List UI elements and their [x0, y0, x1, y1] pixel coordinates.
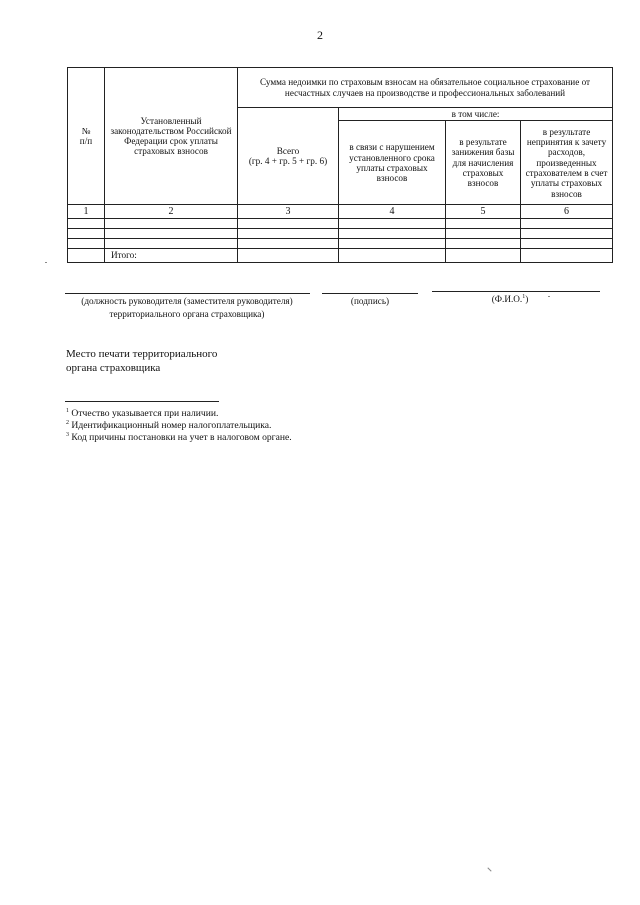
- position-caption: [62, 296, 312, 319]
- fio-caption-close: ): [525, 294, 529, 305]
- footnote-text: Идентификационный номер налогоплательщика.: [71, 420, 272, 432]
- header-violation: [339, 121, 446, 205]
- header-total-text: Всего (гр. 4 + гр. 5 + гр. 6): [248, 145, 328, 167]
- header-sum-group-text: Сумма недоимки по страховым взносам на обязательное социальное страхование от несчастных случаев на производстве и профессиональных заболеваний: [259, 77, 591, 98]
- header-total: [238, 108, 339, 205]
- fio-caption-text: (Ф.И.О.: [491, 294, 523, 305]
- stamp-line2: органа страховщика: [66, 362, 161, 375]
- table-cell: [68, 249, 105, 262]
- footnote-mark: 1: [66, 408, 69, 414]
- fio-footnote-mark: 1: [522, 294, 526, 300]
- arrears-table: [67, 67, 613, 263]
- header-num-text: № п/п: [79, 125, 93, 147]
- table-cell: [238, 229, 339, 239]
- table-cell: [339, 229, 446, 239]
- total-row: [68, 249, 613, 262]
- table-cell: [68, 219, 105, 229]
- column-number: 2: [105, 205, 238, 219]
- header-non-acceptance-text: в результате непринятия к зачету расходов, произведенных страхователем в счет уплаты страховых взносов: [525, 126, 608, 199]
- header-sum-group: [238, 68, 613, 108]
- footnote-text: Отчество указывается при наличии.: [71, 408, 219, 420]
- column-number: 3: [238, 205, 339, 219]
- table-cell: [446, 219, 521, 229]
- footnote: [66, 432, 366, 444]
- table-row: [68, 239, 613, 249]
- column-number: 4: [339, 205, 446, 219]
- table-cell: [521, 239, 613, 249]
- header-including-text: в том числе:: [451, 109, 500, 119]
- footnote-separator: [65, 401, 219, 402]
- column-number: 1: [68, 205, 105, 219]
- position-signature-line: [65, 293, 310, 294]
- table-cell: [105, 229, 238, 239]
- table-cell: [238, 219, 339, 229]
- table-row: [68, 229, 613, 239]
- header-violation-text: в связи с нарушением установленного срока уплаты страховых взносов: [349, 142, 435, 184]
- table-cell: [446, 239, 521, 249]
- table-cell: [446, 229, 521, 239]
- footnote: [66, 408, 366, 420]
- table-cell: [238, 249, 339, 262]
- scan-speck: [487, 867, 491, 871]
- header-num: [68, 68, 105, 205]
- footnote-mark: 2: [66, 420, 69, 427]
- table-cell: [521, 219, 613, 229]
- scan-speck: [548, 296, 550, 297]
- table-cell: [339, 239, 446, 249]
- stamp-line1: Место печати территориального: [66, 348, 218, 360]
- signature-caption: (подпись): [350, 296, 390, 306]
- position-caption-line2: территориального органа страховщика): [109, 309, 265, 319]
- table-cell: [521, 229, 613, 239]
- table-cell: [105, 219, 238, 229]
- scan-speck: [45, 262, 47, 263]
- fio-line: [432, 291, 600, 292]
- column-number-row: [68, 205, 613, 219]
- table-cell: [238, 239, 339, 249]
- page-number: 2: [317, 28, 323, 42]
- fio-caption: [470, 294, 550, 304]
- table-cell: [446, 249, 521, 262]
- table-row: [68, 219, 613, 229]
- table-cell: [105, 239, 238, 249]
- position-caption-line1: (должность руководителя (заместителя руководителя): [81, 296, 293, 306]
- header-understatement: [446, 121, 521, 205]
- stamp-place: [66, 347, 286, 376]
- header-deadline: [105, 68, 238, 205]
- table-cell: [68, 229, 105, 239]
- header-including: [339, 108, 613, 121]
- footnotes: [66, 408, 366, 445]
- table-cell: [68, 239, 105, 249]
- table-cell: [339, 219, 446, 229]
- footnote: [66, 420, 366, 432]
- signature-line: [322, 293, 418, 294]
- total-label: Итого:: [105, 249, 238, 262]
- table-cell: [521, 249, 613, 262]
- footnote-mark: 3: [66, 432, 69, 439]
- column-number: 6: [521, 205, 613, 219]
- footnote-text: Код причины постановки на учет в налоговом органе.: [71, 432, 292, 444]
- header-non-acceptance: [521, 121, 613, 205]
- column-number: 5: [446, 205, 521, 219]
- header-deadline-text: Установленный законодательством Российской Федерации срок уплаты страховых взносов: [110, 115, 232, 157]
- header-understatement-text: в результате занижения базы для начисления страховых взносов: [451, 137, 515, 189]
- table-cell: [339, 249, 446, 262]
